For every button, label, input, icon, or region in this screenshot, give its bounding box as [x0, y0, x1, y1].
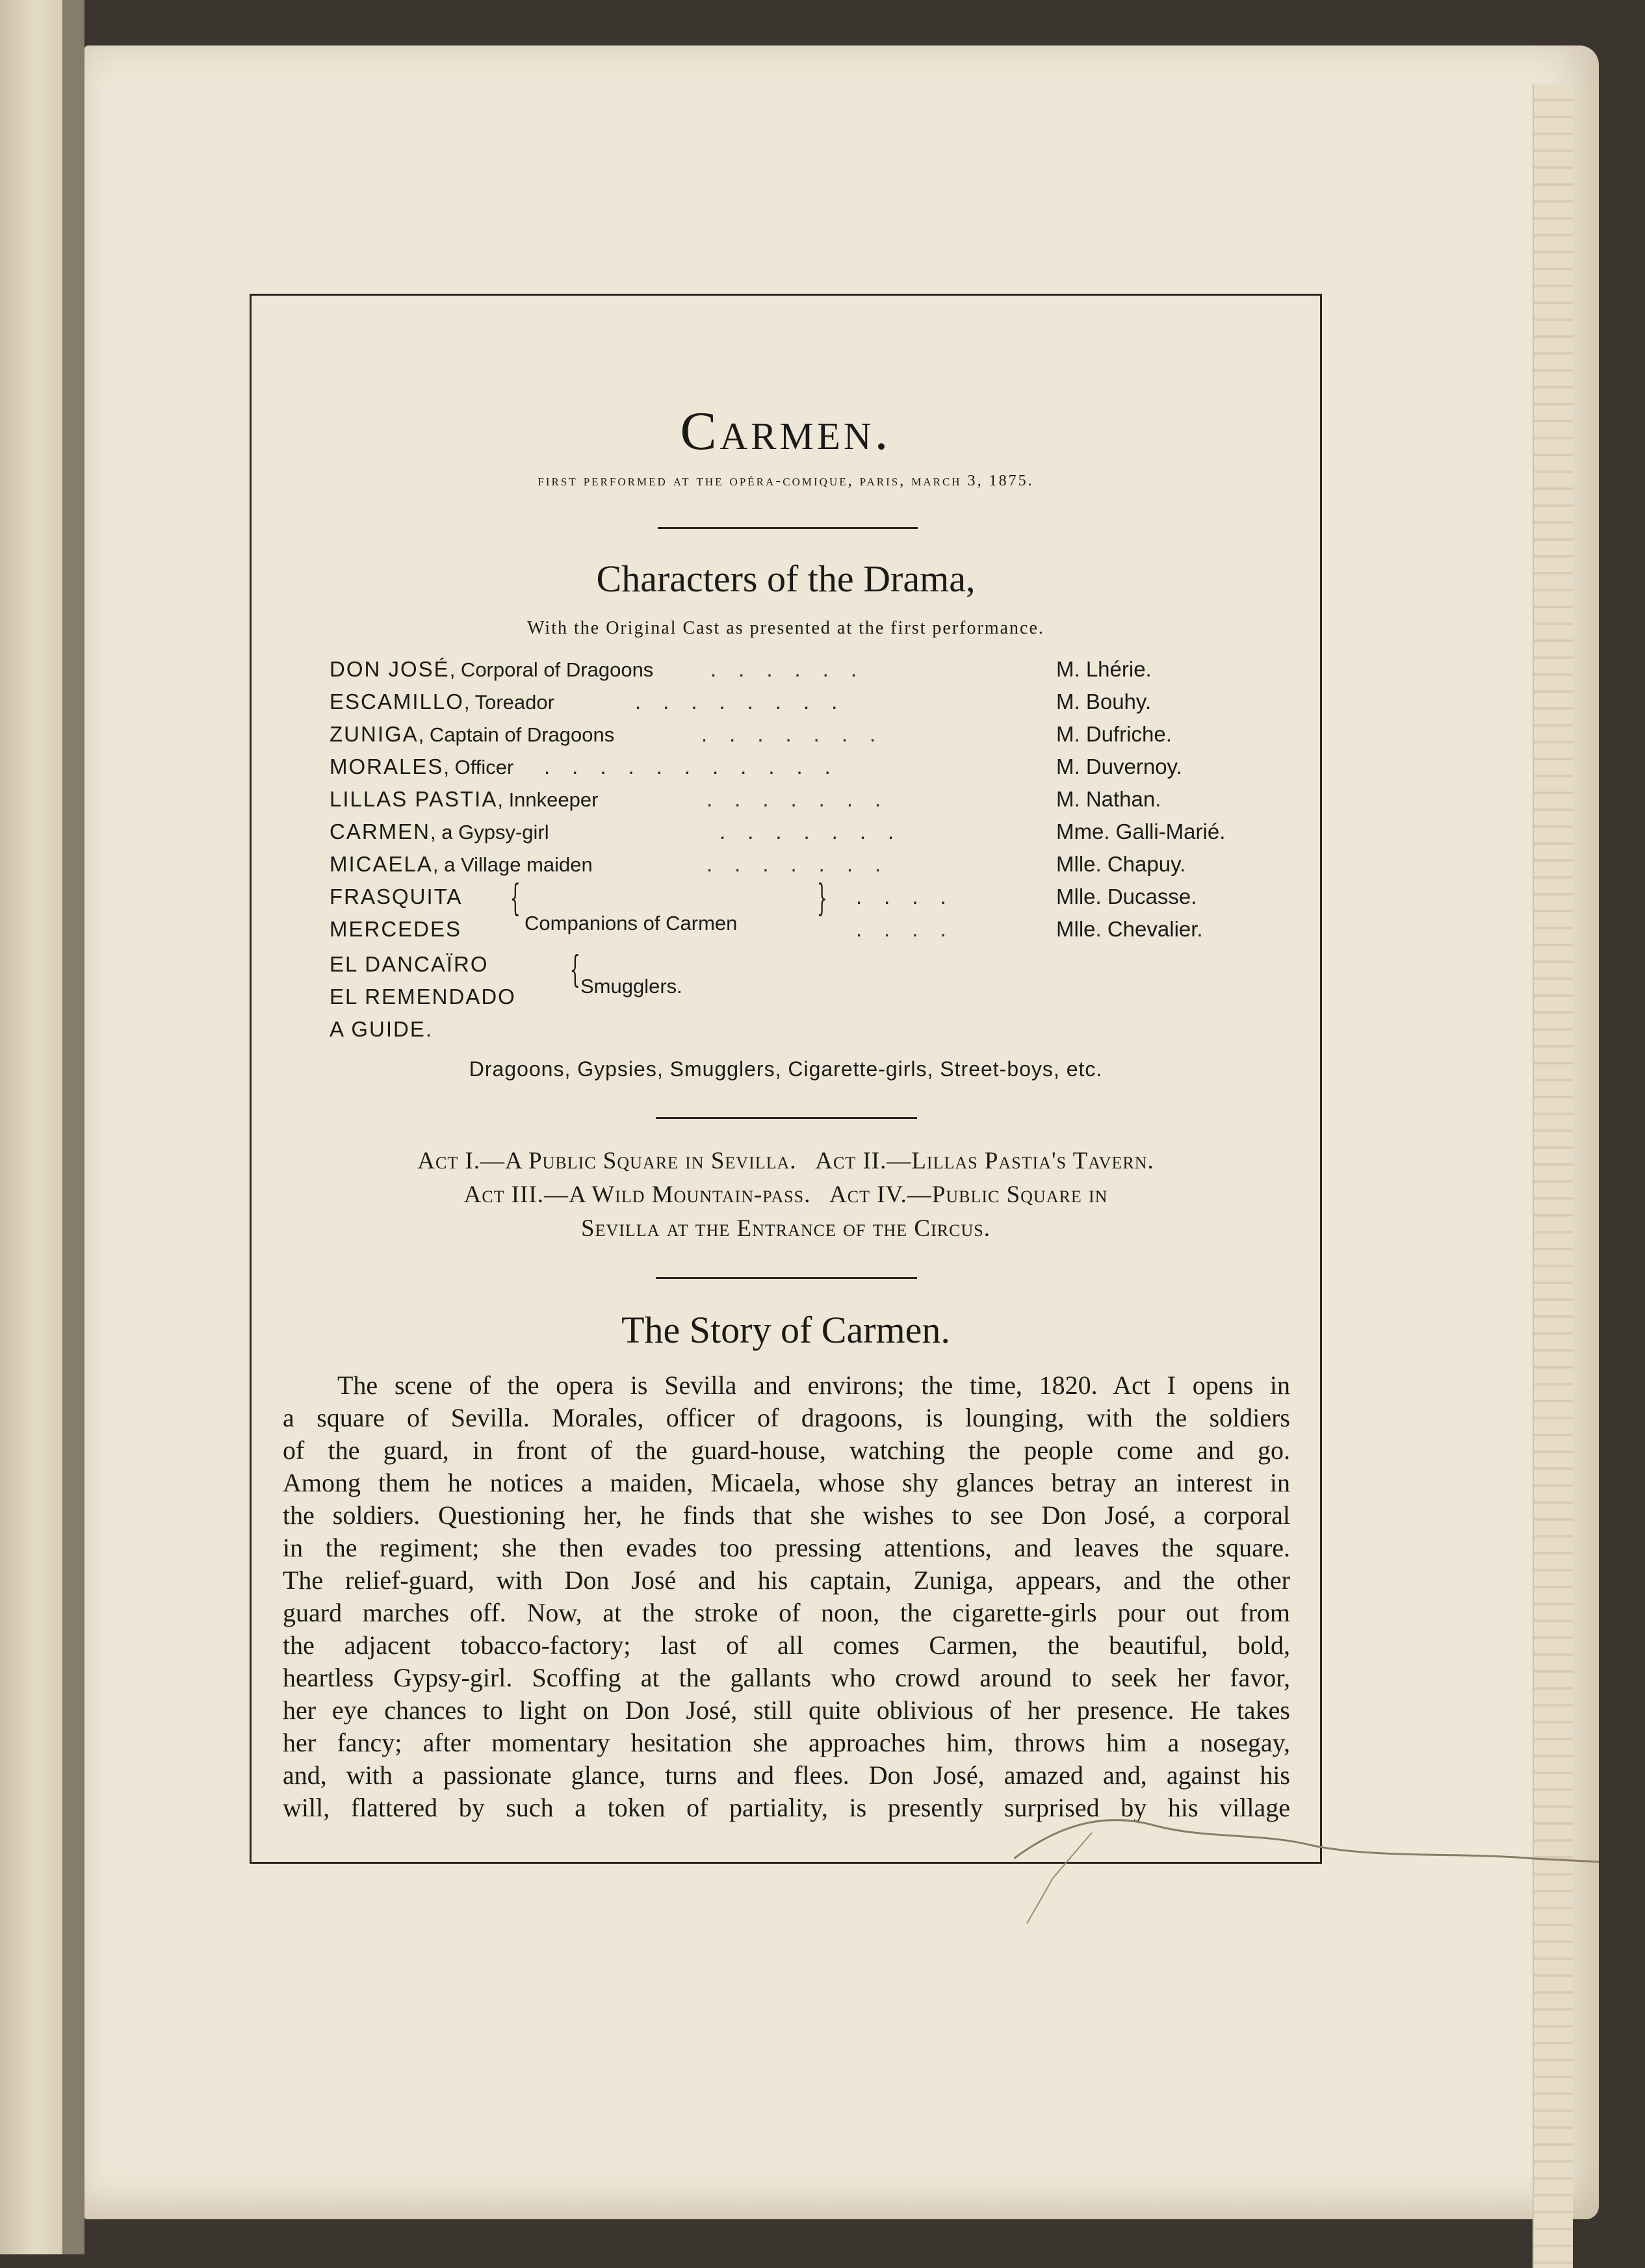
cast-row [330, 819, 1304, 851]
character-name: MICAELA [330, 852, 433, 876]
story-line: the soldiers. Questioning her, he finds that she wishes to see Don José, a corporal [283, 1501, 1290, 1530]
actor-name: Mme. Galli-Marié. [1056, 819, 1226, 844]
dot-leader: ........... [544, 754, 853, 779]
character-name: ZUNIGA [330, 722, 419, 746]
actor-name: Mlle. Ducasse. [1056, 884, 1197, 908]
actor-name: Mlle. Chapuy. [1056, 852, 1186, 876]
divider-rule [656, 1277, 917, 1279]
character-role: , Innkeeper [497, 788, 599, 811]
dot-leader: ....... [706, 787, 903, 811]
story-line: heartless Gypsy-girl. Scoffing at the gallants who crowd around to seek her favor, [283, 1663, 1290, 1692]
actor-name: M. Duvernoy. [1056, 754, 1182, 779]
smugglers-label: Smugglers. [580, 975, 682, 998]
acts-line: Sevilla at the Entrance of the Circus. [581, 1215, 991, 1242]
companions-brace-right: } [816, 877, 827, 920]
page-title: Carmen. [680, 401, 892, 461]
story-line: the adjacent tobacco-factory; last of all comes Carmen, the beautiful, bold, [283, 1630, 1290, 1660]
character-role: , Corporal of Dragoons [449, 658, 654, 681]
actor-name: M. Dufriche. [1056, 722, 1172, 746]
character-name: DON JOSÉ [330, 657, 450, 681]
cast-row [330, 985, 1304, 1016]
extras-line: Dragoons, Gypsies, Smugglers, Cigarette-girls, Street-boys, etc. [469, 1057, 1103, 1081]
character-name: ESCAMILLO [330, 689, 464, 714]
actor-name: M. Bouhy. [1056, 689, 1152, 714]
cast-row [330, 952, 1304, 983]
dot-leader: .... [856, 884, 968, 908]
dot-leader: .... [856, 917, 968, 941]
dot-leader: ....... [719, 819, 916, 844]
story-line: The relief-guard, with Don José and his captain, Zuniga, appears, and the other [283, 1566, 1290, 1595]
character-name: EL REMENDADO [330, 985, 516, 1009]
character-name: LILLAS PASTIA [330, 787, 498, 811]
divider-rule [656, 1117, 917, 1119]
cast-row [330, 1017, 1304, 1048]
cast-row [330, 722, 1304, 753]
characters-heading: Characters of the Drama, [596, 558, 976, 600]
story-line: her fancy; after momentary hesitation she approaches him, throws him a nosegay, [283, 1728, 1290, 1757]
actor-name: M. Nathan. [1056, 787, 1161, 811]
cast-row [330, 917, 1304, 948]
companions-brace-left: { [510, 877, 521, 920]
character-name: CARMEN [330, 819, 431, 844]
character-role: , Toreador [463, 691, 554, 714]
story-line: guard marches off. Now, at the stroke of noon, the cigarette-girls pour out from [283, 1598, 1290, 1627]
dot-leader: ....... [701, 722, 898, 746]
companions-label: Companions of Carmen [525, 912, 738, 934]
cast-row [330, 754, 1304, 786]
smugglers-brace: { [569, 949, 580, 991]
story-line: a square of Sevilla. Morales, officer of dragoons, is lounging, with the soldiers [283, 1403, 1290, 1432]
actor-name: M. Lhérie. [1056, 657, 1152, 681]
character-role: , a Village maiden [432, 853, 593, 876]
story-line: of the guard, in front of the guard-house, watching the people come and go. [283, 1436, 1290, 1465]
dot-leader: ........ [635, 689, 860, 714]
acts-line: Act I.—A Public Square in Sevilla. Act II.—Lillas Pastia's Tavern. [417, 1148, 1154, 1174]
divider-rule [658, 527, 918, 529]
character-name: EL DANCAÏRO [330, 952, 489, 976]
paper-tear [1014, 1664, 1625, 1924]
character-role: , a Gypsy-girl [430, 821, 549, 844]
story-line: and, with a passionate glance, turns and flees. Don José, amazed and, against his [283, 1760, 1290, 1790]
cast-row [330, 657, 1304, 688]
cast-row [330, 689, 1304, 721]
page-fore-edge [1533, 84, 1573, 2268]
cast-row [330, 787, 1304, 818]
printed-frame [250, 294, 1322, 1864]
story-line: Among them he notices a maiden, Micaela, whose shy glances betray an interest in [283, 1468, 1290, 1497]
story-heading: The Story of Carmen. [621, 1309, 950, 1351]
character-role: , Captain of Dragoons [418, 723, 615, 746]
character-name: FRASQUITA [330, 884, 463, 908]
premiere-note: first performed at the opéra-comique, paris, march 3, 1875. [538, 472, 1034, 489]
actor-name: Mlle. Chevalier. [1056, 917, 1203, 941]
cast-intro: With the Original Cast as presented at the first performance. [527, 618, 1044, 638]
character-role: , Officer [443, 756, 514, 779]
story-line: The scene of the opera is Sevilla and environs; the time, 1820. Act I opens in [337, 1371, 1290, 1400]
story-line: in the regiment; she then evades too pressing attentions, and leaves the square. [283, 1533, 1290, 1562]
story-line: will, flattered by such a token of partiality, is presently surprised by his village [283, 1793, 1290, 1822]
character-name: A GUIDE. [330, 1017, 434, 1041]
dot-leader: ....... [706, 852, 903, 876]
acts-line: Act III.—A Wild Mountain-pass. Act IV.—Public Square in [463, 1181, 1108, 1208]
dot-leader: ...... [710, 657, 879, 681]
character-name: MERCEDES [330, 917, 462, 941]
story-line: her eye chances to light on Don José, still quite oblivious of her presence. He takes [283, 1695, 1290, 1725]
character-name: MORALES [330, 754, 444, 779]
